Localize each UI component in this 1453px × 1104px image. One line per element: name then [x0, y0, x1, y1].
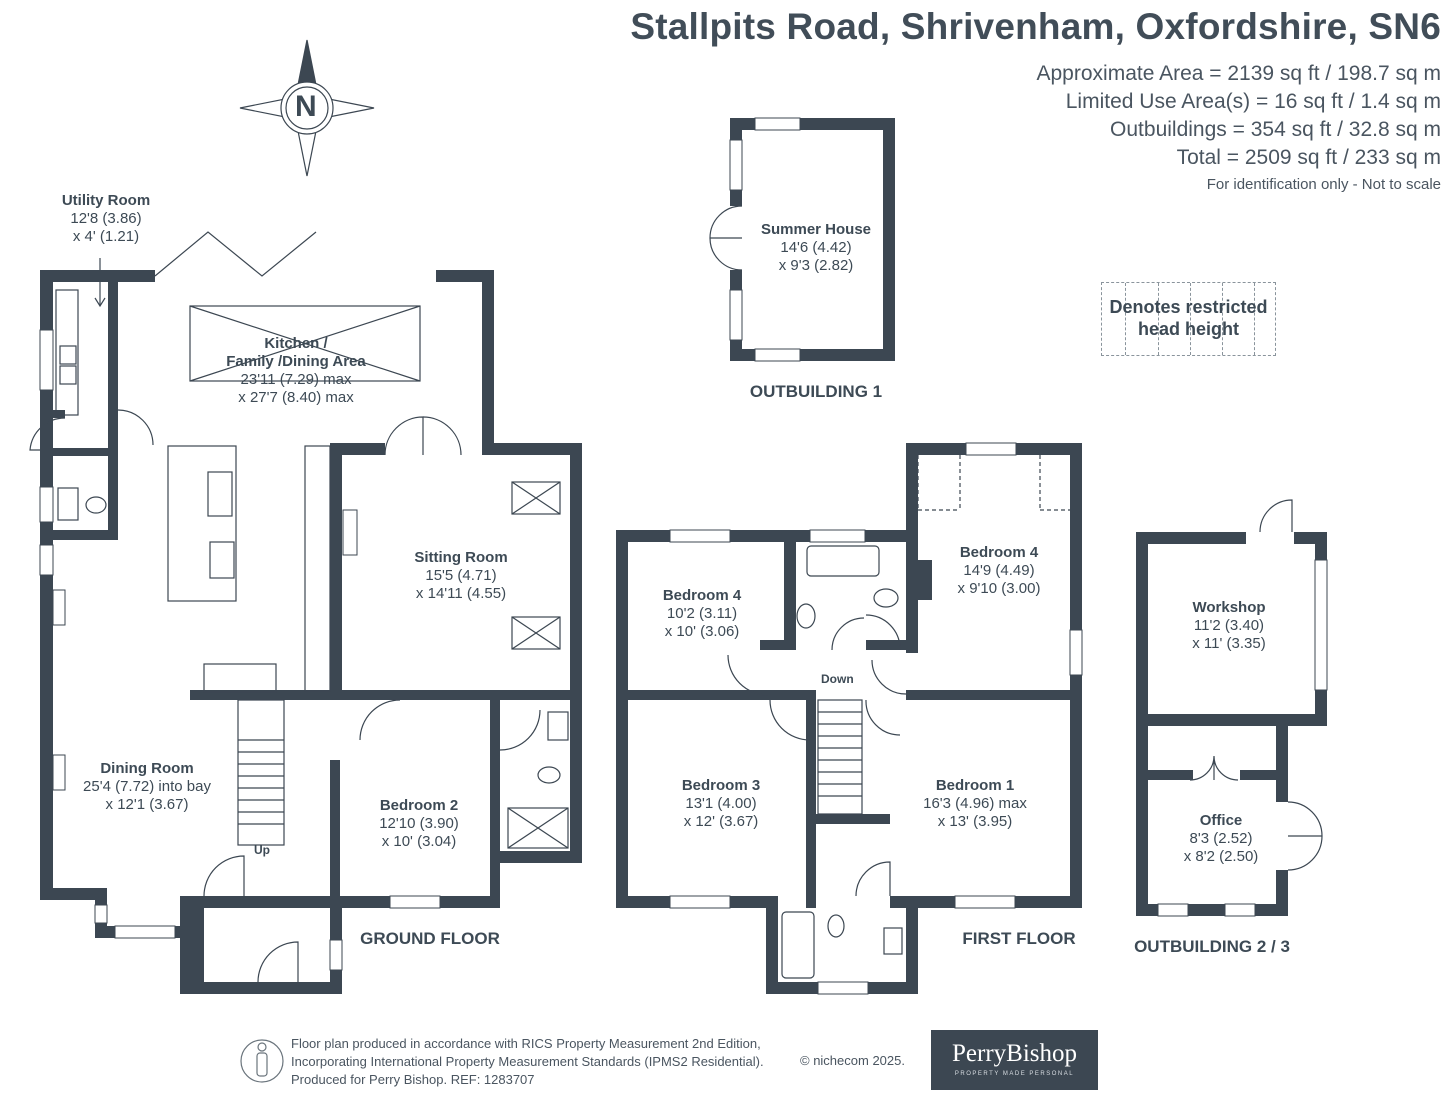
room-summer-house: Summer House 14'6 (4.42) x 9'3 (2.82): [760, 221, 872, 274]
wall: [330, 443, 385, 455]
wall: [1276, 870, 1288, 916]
wall: [330, 443, 342, 695]
restricted-height-legend: [1101, 282, 1276, 356]
approximate-area: Approximate Area = 2139 sq ft / 198.7 sq m: [1036, 62, 1441, 85]
windows: [40, 118, 1327, 994]
wall: [1148, 770, 1193, 780]
wall: [108, 410, 118, 540]
agent-logo: [931, 1030, 1098, 1090]
wall: [53, 410, 65, 418]
wall: [628, 690, 808, 700]
wall: [784, 530, 796, 650]
wall: [806, 700, 816, 824]
wall: [108, 282, 118, 412]
wall: [1240, 770, 1280, 780]
measurement-standard-icon: [241, 1040, 283, 1082]
room-dining: Dining Room 25'4 (7.72) into bay x 12'1 (3.67): [83, 760, 211, 813]
room-workshop: Workshop 11'2 (3.40) x 11' (3.35): [1192, 599, 1266, 652]
wall: [53, 530, 118, 540]
wall: [866, 640, 916, 650]
outbuilding-2-3-label: OUTBUILDING 2 / 3: [1134, 937, 1290, 956]
first-floor-label: FIRST FLOOR: [962, 929, 1076, 948]
wall: [883, 118, 895, 361]
wall: [40, 270, 155, 282]
wall: [810, 814, 890, 824]
wall: [906, 896, 918, 994]
logo-tagline: PROPERTY MADE PERSONAL: [954, 1071, 1075, 1077]
legend-text: Denotes restricted head height: [1109, 297, 1268, 339]
area-summary: [1037, 60, 1442, 198]
wall: [330, 690, 580, 700]
room-kitchen: Kitchen / Family /Dining Area 23'11 (7.29) max x 27'7 (8.40) max: [226, 335, 366, 406]
wall: [766, 896, 778, 994]
stairs-down-label: Down: [821, 672, 854, 686]
wall: [180, 982, 342, 994]
wall: [482, 443, 582, 455]
wall: [616, 530, 628, 908]
wall: [490, 700, 500, 908]
wall: [482, 270, 494, 445]
ground-floor-label: GROUND FLOOR: [360, 929, 500, 948]
outbuildings-area: Outbuildings = 354 sq ft / 32.8 sq m: [1110, 118, 1441, 141]
stairs-up-label: Up: [254, 843, 270, 857]
footer-copyright: © nichecom 2025.: [800, 1053, 905, 1068]
outbuilding-1-label: OUTBUILDING 1: [749, 382, 883, 401]
wall: [180, 896, 204, 994]
wall: [570, 443, 582, 863]
total-area: Total = 2509 sq ft / 233 sq m: [1176, 146, 1441, 169]
wall: [1136, 532, 1246, 544]
walls: [40, 118, 1327, 994]
scale-note: For identification only - Not to scale: [1206, 176, 1441, 193]
wall: [1136, 714, 1327, 726]
wall: [760, 640, 790, 650]
room-office: Office 8'3 (2.52) x 8'2 (2.50): [1183, 812, 1259, 865]
room-utility: Utility Room 12'8 (3.86) x 4' (1.21): [61, 192, 151, 245]
compass-north-letter: N: [295, 90, 317, 123]
logo-brand: PerryBishop: [952, 1040, 1077, 1067]
wall: [40, 448, 108, 456]
room-bedroom-3: Bedroom 3 13'1 (4.00) x 12' (3.67): [681, 777, 761, 830]
wall: [330, 760, 340, 900]
wall: [490, 851, 582, 863]
room-bedroom-4-small: Bedroom 4 10'2 (3.11) x 10' (3.06): [662, 587, 742, 640]
room-bedroom-2: Bedroom 2 12'10 (3.90) x 10' (3.04): [379, 797, 459, 850]
room-bedroom-4-large: Bedroom 4 14'9 (4.49) x 9'10 (3.00): [957, 544, 1041, 597]
room-sitting: Sitting Room 15'5 (4.71) x 14'11 (4.55): [414, 549, 508, 602]
page-title: Stallpits Road, Shrivenham, Oxfordshire, SN6: [630, 6, 1441, 47]
wall: [906, 690, 1082, 700]
room-bedroom-1: Bedroom 1 16'3 (4.96) max x 13' (3.95): [923, 777, 1027, 830]
wall: [180, 896, 342, 908]
limited-use-area: Limited Use Area(s) = 16 sq ft / 1.4 sq m: [1065, 90, 1441, 113]
footer-disclaimer: Floor plan produced in accordance with RICS Property Measurement 2nd Edition, Incorporating International Property Measurement Standards (IPMS2 Residential). Produced for Perry Bishop. REF: 1283707: [291, 1036, 764, 1087]
wall: [906, 443, 918, 653]
wall: [914, 560, 932, 600]
wall: [1276, 714, 1288, 802]
